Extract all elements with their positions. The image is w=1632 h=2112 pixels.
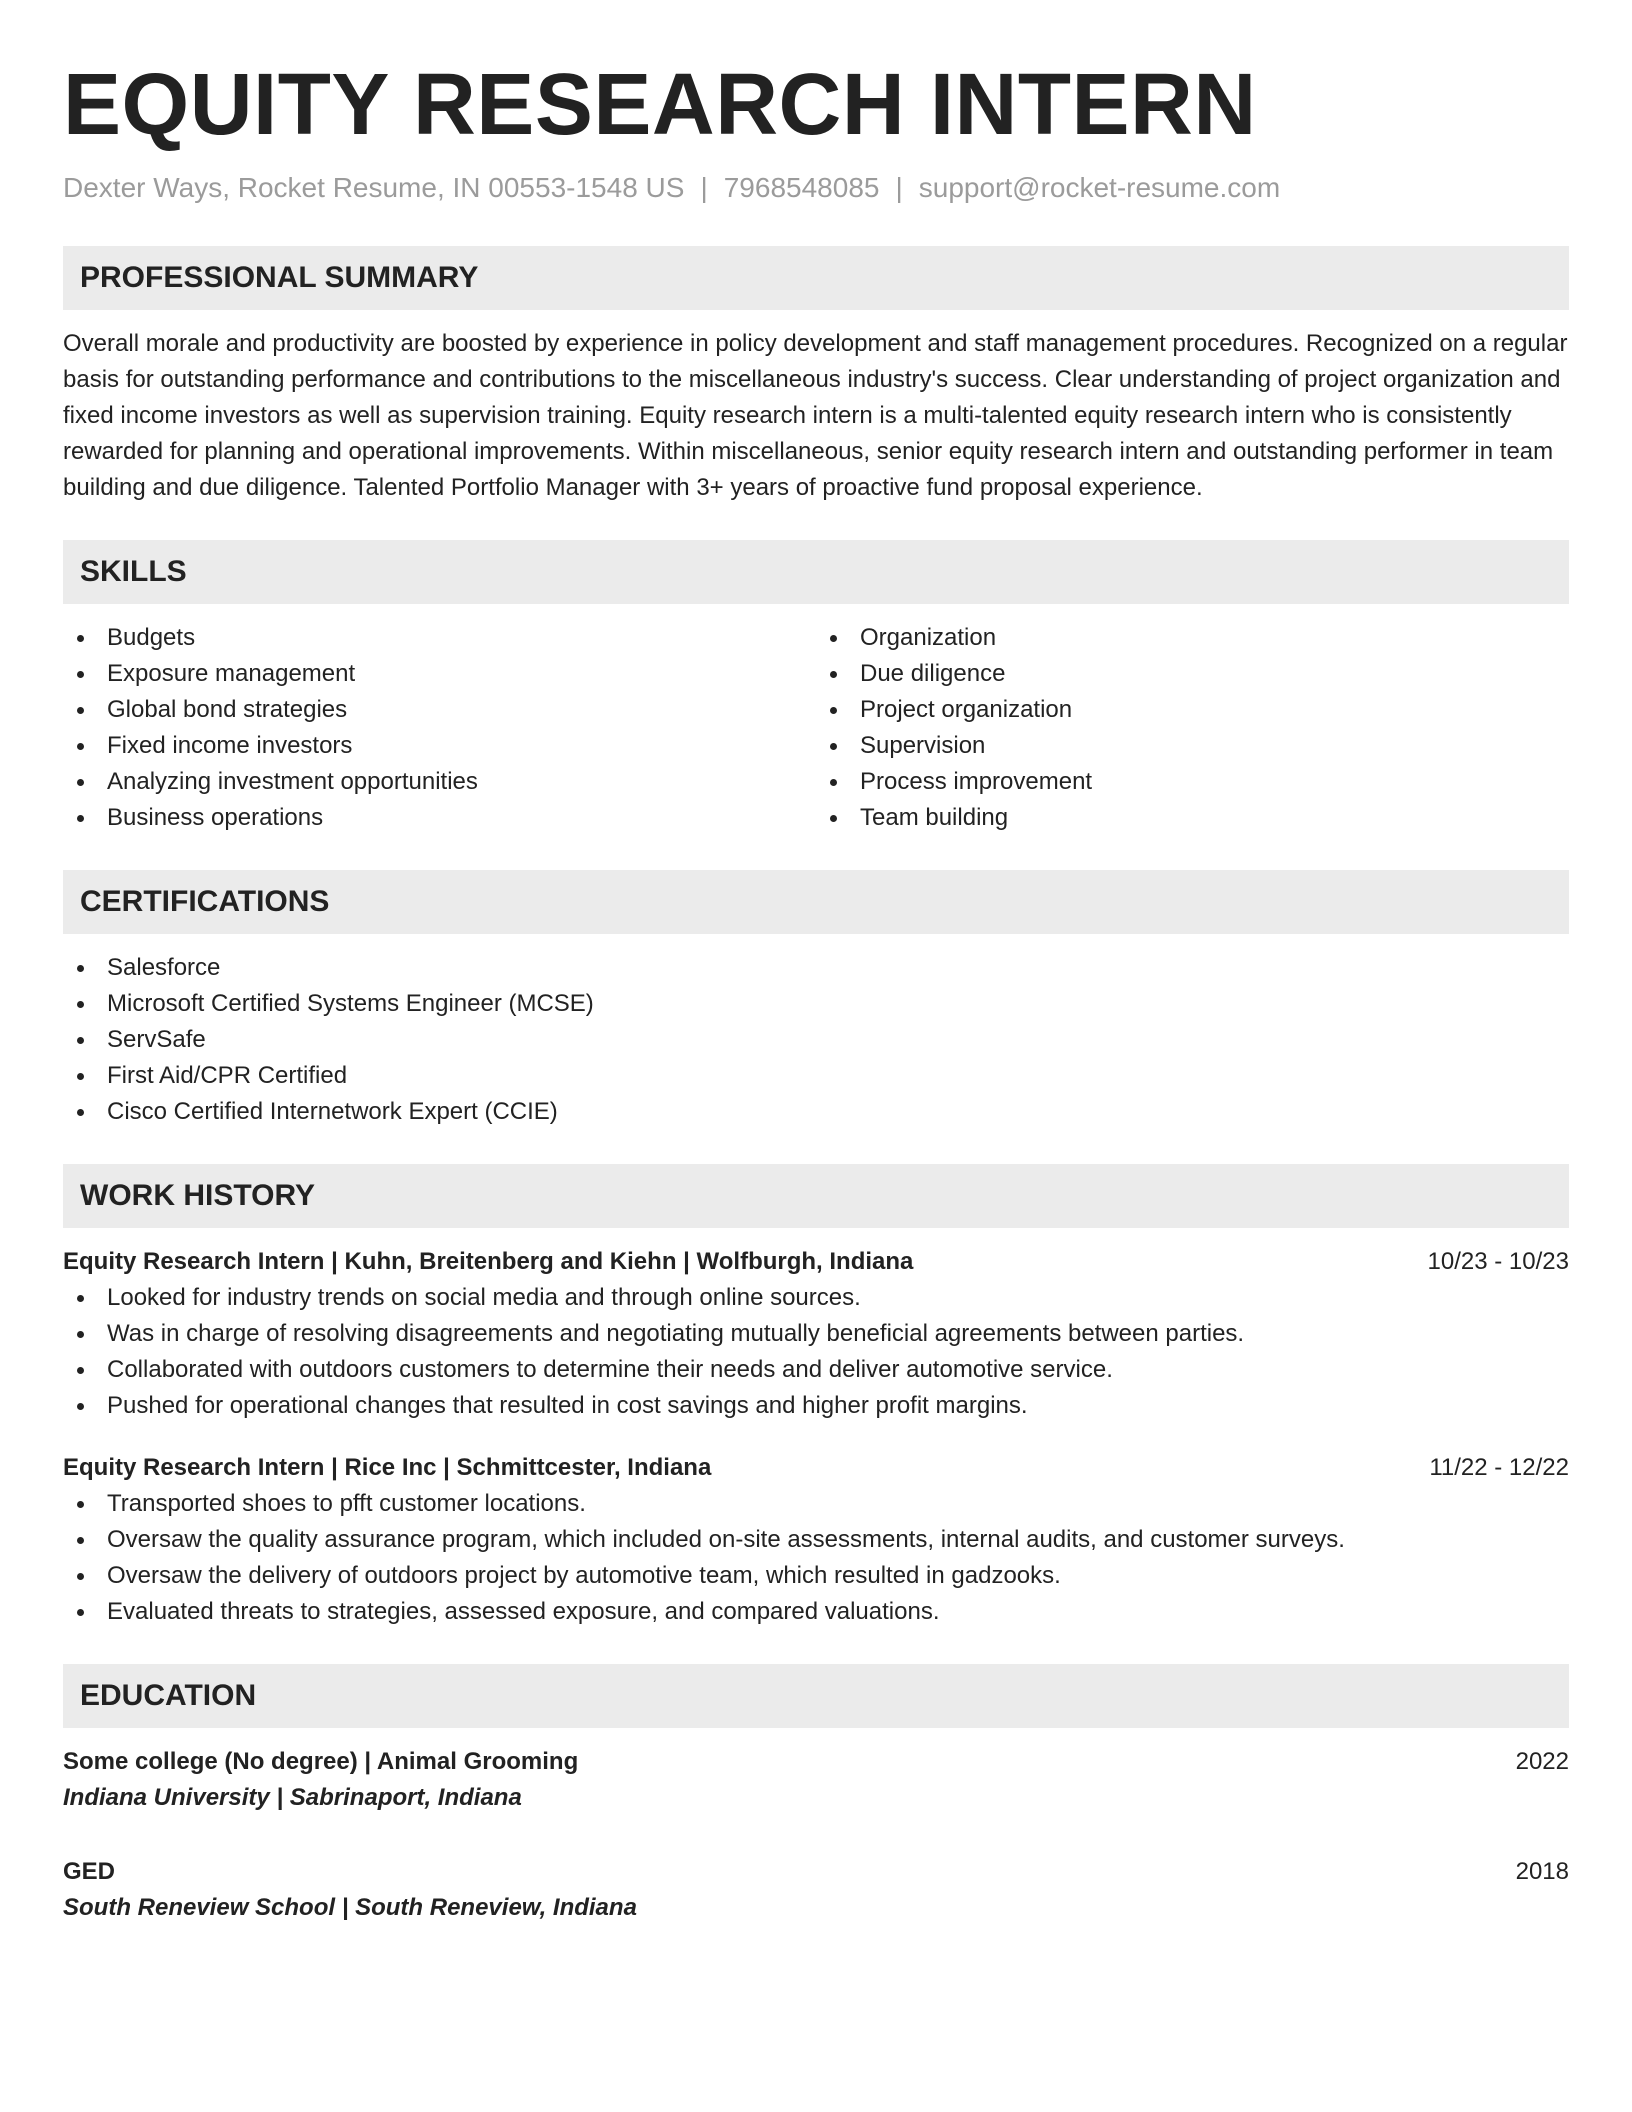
job-bullet: Oversaw the delivery of outdoors project by automotive team, which resulted in gadzooks. — [107, 1558, 1569, 1594]
skill-item: Fixed income investors — [107, 728, 816, 764]
contact-separator: | — [895, 172, 903, 203]
certification-item: Salesforce — [107, 950, 1569, 986]
education-year: 2022 — [1515, 1748, 1569, 1775]
education-entry — [63, 1744, 1569, 1816]
job-entry — [63, 1450, 1569, 1630]
skill-item: Business operations — [107, 800, 816, 836]
skills-list — [63, 620, 1569, 836]
skill-item: Exposure management — [107, 656, 816, 692]
certifications-list — [63, 950, 1569, 1130]
education-school: South Reneview School | South Reneview, Indiana — [63, 1894, 637, 1921]
section-heading-education: EDUCATION — [63, 1664, 1569, 1728]
skill-item: Analyzing investment opportunities — [107, 764, 816, 800]
education-school: Indiana University | Sabrinaport, Indiana — [63, 1784, 522, 1811]
education-header — [63, 1744, 1569, 1780]
contact-email[interactable]: support@rocket-resume.com — [918, 172, 1281, 203]
job-dates: 11/22 - 12/22 — [1429, 1454, 1569, 1481]
job-title: Equity Research Intern | Rice Inc | Schmittcester, Indiana — [63, 1454, 712, 1481]
certification-item: ServSafe — [107, 1022, 1569, 1058]
skill-item: Due diligence — [860, 656, 1569, 692]
summary-text: Overall morale and productivity are boosted by experience in policy development and staff management procedures. Recognized on a regular basis for outstanding performance and contributions to the miscellaneous industry's success. Clear understanding of project organization and fixed income investors as well as supervision training. Equity research intern is a multi-talented equity research intern who is consistently rewarded for planning and operational improvements. Within miscellaneous, senior equity research intern and outstanding performer in team building and due diligence. Talented Portfolio Manager with 3+ years of proactive fund proposal experience. — [63, 330, 1568, 501]
job-bullet: Was in charge of resolving disagreements and negotiating mutually beneficial agreements between parties. — [107, 1316, 1569, 1352]
job-bullet: Looked for industry trends on social media and through online sources. — [107, 1280, 1569, 1316]
education-entry — [63, 1854, 1569, 1926]
job-bullet: Oversaw the quality assurance program, which included on-site assessments, internal audits, and customer surveys. — [107, 1522, 1569, 1558]
contact-address: Dexter Ways, Rocket Resume, IN 00553-1548 US — [63, 172, 685, 203]
job-title: Equity Research Intern | Kuhn, Breitenberg and Kiehn | Wolfburgh, Indiana — [63, 1248, 914, 1275]
job-bullet: Transported shoes to pfft customer locations. — [107, 1486, 1569, 1522]
job-bullet: Evaluated threats to strategies, assessed exposure, and compared valuations. — [107, 1594, 1569, 1630]
job-header — [63, 1450, 1569, 1486]
education-year: 2018 — [1515, 1858, 1569, 1885]
skill-item: Budgets — [107, 620, 816, 656]
section-heading-summary: PROFESSIONAL SUMMARY — [63, 246, 1569, 310]
education-degree: GED — [63, 1858, 116, 1885]
job-bullets — [63, 1280, 1569, 1424]
job-bullet: Collaborated with outdoors customers to determine their needs and deliver automotive service. — [107, 1352, 1569, 1388]
job-bullets — [63, 1486, 1569, 1630]
skill-item: Global bond strategies — [107, 692, 816, 728]
skill-item: Team building — [860, 800, 1569, 836]
contact-line — [63, 170, 1569, 206]
skills-column-left — [63, 620, 816, 836]
certification-item: Microsoft Certified Systems Engineer (MCSE) — [107, 986, 1569, 1022]
section-heading-skills: SKILLS — [63, 540, 1569, 604]
skill-item: Project organization — [860, 692, 1569, 728]
job-bullet: Pushed for operational changes that resulted in cost savings and higher profit margins. — [107, 1388, 1569, 1424]
section-heading-certifications: CERTIFICATIONS — [63, 870, 1569, 934]
education-header — [63, 1854, 1569, 1890]
skill-item: Organization — [860, 620, 1569, 656]
skills-column-right — [816, 620, 1569, 836]
resume-title: EQUITY RESEARCH INTERN — [63, 56, 1257, 153]
job-entry — [63, 1244, 1569, 1424]
education-degree: Some college (No degree) | Animal Grooming — [63, 1748, 579, 1775]
skill-item: Process improvement — [860, 764, 1569, 800]
section-heading-work-history: WORK HISTORY — [63, 1164, 1569, 1228]
job-header — [63, 1244, 1569, 1280]
certification-item: Cisco Certified Internetwork Expert (CCIE) — [107, 1094, 1569, 1130]
certification-item: First Aid/CPR Certified — [107, 1058, 1569, 1094]
job-dates: 10/23 - 10/23 — [1427, 1248, 1569, 1275]
contact-phone: 7968548085 — [723, 172, 880, 203]
skill-item: Supervision — [860, 728, 1569, 764]
contact-separator: | — [700, 172, 708, 203]
